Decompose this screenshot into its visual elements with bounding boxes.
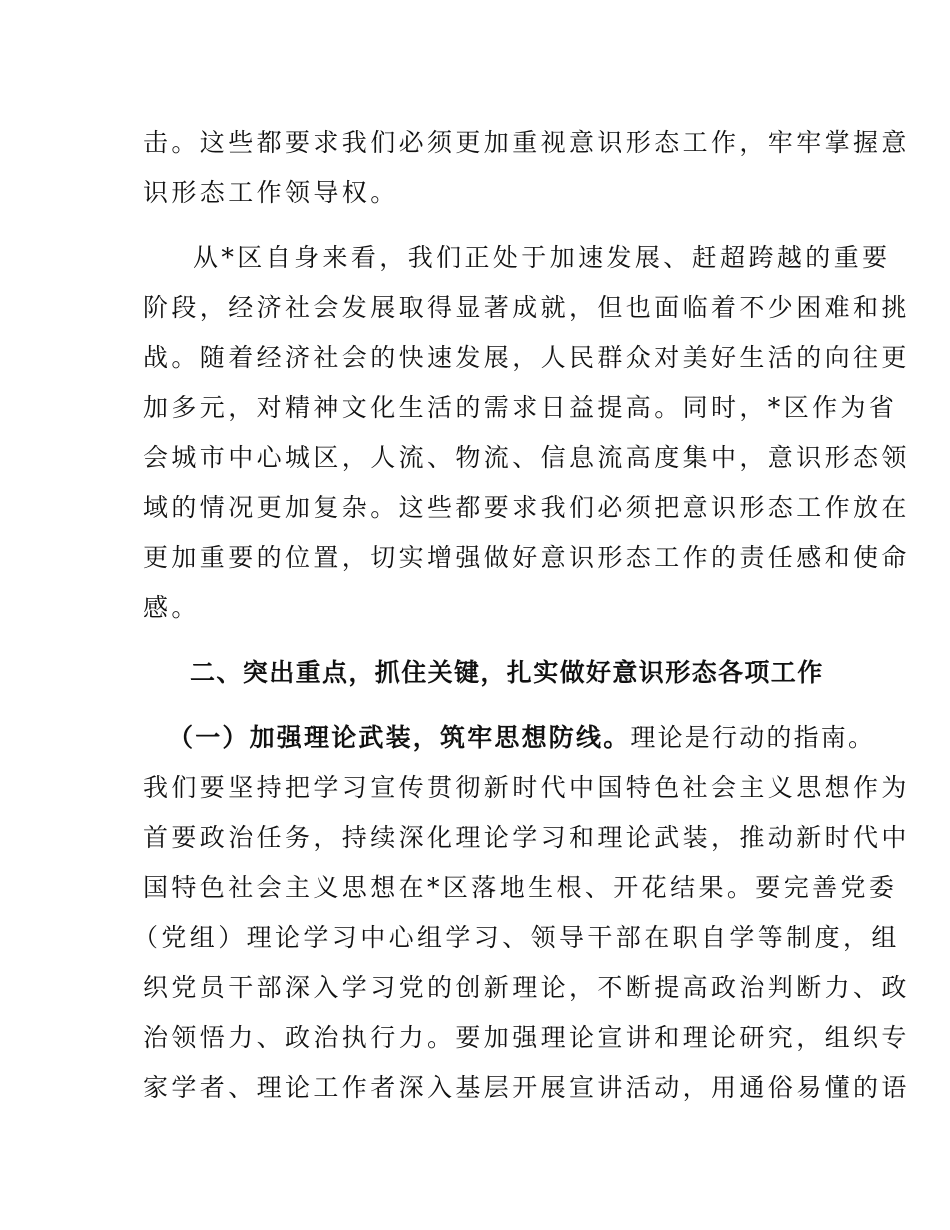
paragraph-3-line-1 (168, 718, 876, 758)
paragraph-3-line-4: 国特色社会主义思想在*区落地生根、开花结果。要完善党委 (143, 873, 898, 902)
paragraph-2-line-8: 感。 (143, 593, 200, 622)
paragraph-3-lead-rest: 理论是行动的指南。 (630, 723, 876, 752)
paragraph-3-lead-bold: （一）加强理论武装，筑牢思想防线。 (168, 723, 631, 752)
paragraph-2-line-1: 从*区自身来看，我们正处于加速发展、赶超跨越的重要 (193, 243, 891, 272)
paragraph-2-line-4: 加多元，对精神文化生活的需求日益提高。同时，*区作为省 (143, 393, 898, 422)
paragraph-1-line-1: 击。这些都要求我们必须更加重视意识形态工作，牢牢掌握意 (143, 128, 910, 157)
section-heading: 二、突出重点，抓住关键，扎实做好意识形态各项工作 (190, 658, 824, 687)
paragraph-3-line-7: 治领悟力、政治执行力。要加强理论宣讲和理论研究，组织专 (143, 1023, 910, 1052)
paragraph-2-line-7: 更加重要的位置，切实增强做好意识形态工作的责任感和使命 (143, 543, 910, 572)
paragraph-3-line-2: 我们要坚持把学习宣传贯彻新时代中国特色社会主义思想作为 (143, 773, 910, 802)
paragraph-2-line-6: 域的情况更加复杂。这些都要求我们必须把意识形态工作放在 (143, 493, 910, 522)
paragraph-2-line-5: 会城市中心城区，人流、物流、信息流高度集中，意识形态领 (143, 443, 910, 472)
paragraph-3-line-6: 织党员干部深入学习党的创新理论，不断提高政治判断力、政 (143, 973, 910, 1002)
paragraph-2-line-2: 阶段，经济社会发展取得显著成就，但也面临着不少困难和挑 (143, 293, 910, 322)
paragraph-3-line-5: （党组）理论学习中心组学习、领导干部在职自学等制度，组 (133, 923, 900, 952)
paragraph-1-line-2: 识形态工作领导权。 (143, 178, 399, 207)
paragraph-3-line-3: 首要政治任务，持续深化理论学习和理论武装，推动新时代中 (143, 823, 910, 852)
paragraph-3-line-8: 家学者、理论工作者深入基层开展宣讲活动，用通俗易懂的语 (143, 1073, 910, 1102)
paragraph-2-line-3: 战。随着经济社会的快速发展，人民群众对美好生活的向往更 (143, 343, 910, 372)
